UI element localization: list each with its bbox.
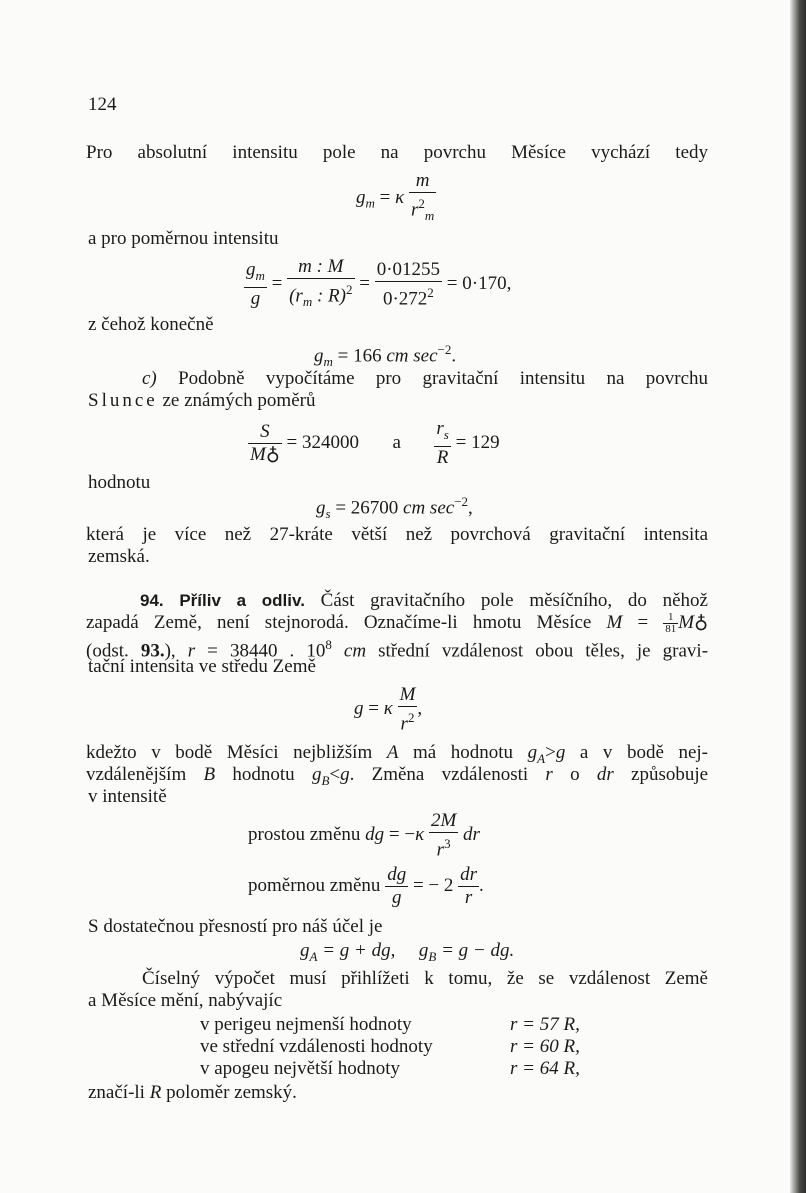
table-row: v perigeu nejmenší hodnoty bbox=[200, 1014, 412, 1035]
section-94-line3: (odst. 93.), r = 38440 . $10^8$ cm střední vzdálenost obou těles, je gravi- bbox=[86, 637, 709, 662]
paragraph-comparison: která je více než 27-kráte větší než povrchová gravitační intensita bbox=[86, 524, 708, 545]
paragraph-radius: značí-li R poloměr zemský. bbox=[88, 1082, 297, 1103]
paragraph-relative: a pro poměrnou intensitu bbox=[88, 228, 279, 249]
table-value: r = 57 R, bbox=[510, 1014, 580, 1035]
equation-relative-intensity: $\frac{g_m}{g}$ = $\frac{m : M}{(r_m : R)^2}$ = $\frac{0\cdot 01255}{0\cdot 272^2}$ = 0·170, bbox=[244, 256, 511, 313]
section-94-line2: zapadá Země, není stejnorodá. Označíme-li hmotu Měsíce M = $\frac{1}{81}$ M♁ bbox=[86, 611, 709, 636]
paragraph-value: hodnotu bbox=[88, 472, 151, 493]
paragraph-comparison-line2: zemská. bbox=[88, 546, 150, 567]
equation-absolute-change: prostou změnu dg = −κ $\frac{2M}{r^3}$ dr bbox=[248, 810, 480, 861]
equation-moon-value: $g_m = 166$ cm $\sec^{-2}$. bbox=[314, 342, 457, 370]
equation-relative-change: poměrnou změnu $\frac{dg}{g}$ = − 2 $\frac{dr}{r}$ . bbox=[248, 864, 484, 908]
equation-sun-ratios: $\frac{S}{M♁}$ = 324000 a $\frac{r_s}{R}$ = 129 bbox=[250, 418, 500, 468]
page-number: 124 bbox=[88, 94, 117, 115]
paragraph-numeric-line1: Číselný výpočet musí přihlížeti k tomu, že se vzdálenost Země bbox=[142, 968, 708, 989]
paragraph-points-line3: v intensitě bbox=[88, 786, 167, 807]
paragraph-points-line2: vzdálenějším B hodnotu $g_B<g$. Změna vzdálenosti r o dr způsobuje bbox=[86, 764, 709, 788]
paragraph-sun: c) Podobně vypočítáme pro gravitační intensitu na povrchu bbox=[142, 368, 709, 389]
book-binding-edge bbox=[790, 0, 806, 1193]
equation-moon-gravity: $g_m = \kappa$ $\frac{m}{r^2_m}$ bbox=[356, 170, 436, 227]
earth-symbol-icon: ♁ bbox=[265, 443, 280, 465]
table-value: r = 60 R, bbox=[510, 1036, 580, 1057]
earth-symbol-icon: ♁ bbox=[694, 612, 709, 633]
paragraph-sun-line2: Slunce ze známých poměrů bbox=[88, 390, 316, 411]
equation-gA-gB: $g_A = g$ + dg, $g_B = g$ − dg. bbox=[300, 940, 515, 964]
paragraph-finally: z čehož konečně bbox=[88, 314, 214, 335]
table-row: v apogeu největší hodnoty bbox=[200, 1058, 400, 1079]
section-heading: 94. Příliv a odliv. bbox=[140, 591, 305, 610]
equation-center-intensity: g = κ $\frac{M}{r^2}$ , bbox=[354, 684, 423, 735]
equation-sun-value: $g_s = 26700$ cm $\sec^{-2}$, bbox=[316, 494, 473, 522]
paragraph-intro: Pro absolutní intensitu pole na povrchu Měsíce vychází tedy bbox=[86, 142, 708, 163]
table-row: ve střední vzdálenosti hodnoty bbox=[200, 1036, 433, 1057]
paragraph-points-line1: kdežto v bodě Měsíci nejbližším A má hodnotu $g_A>g$ a v bodě nej- bbox=[86, 742, 709, 766]
paragraph-numeric-line2: a Měsíce mění, nabývajíc bbox=[88, 990, 283, 1011]
section-94-line1: 94. Příliv a odliv. Část gravitačního pole měsíčního, do něhož bbox=[140, 590, 708, 611]
table-value: r = 64 R, bbox=[510, 1058, 580, 1079]
section-94-line4: tační intensita ve středu Země bbox=[88, 656, 316, 677]
paragraph-precision: S dostatečnou přesností pro náš účel je bbox=[88, 916, 383, 937]
